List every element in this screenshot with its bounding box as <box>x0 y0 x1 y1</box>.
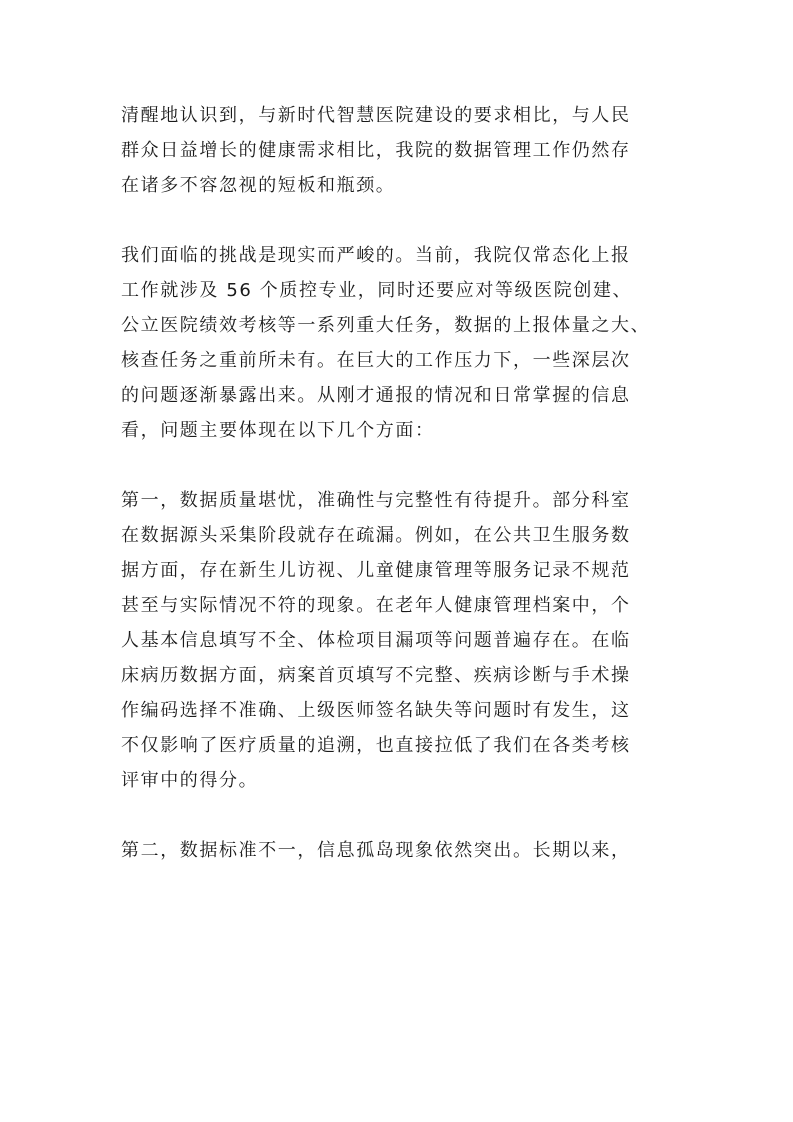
text-line: 在数据源头采集阶段就存在疏漏。例如，在公共卫生服务数 <box>121 525 631 546</box>
document-body <box>121 98 686 868</box>
text-line: 公立医院绩效考核等一系列重大任务，数据的上报体量之大、 <box>121 315 651 336</box>
text-line: 在诸多不容忽视的短板和瓶颈。 <box>121 175 396 196</box>
text-line: 清醒地认识到，与新时代智慧医院建设的要求相比，与人民 <box>121 105 631 126</box>
paragraph-spacer <box>121 203 686 238</box>
paragraph-spacer <box>121 448 686 483</box>
paragraph-4 <box>121 833 686 868</box>
text-line: 甚至与实际情况不符的现象。在老年人健康管理档案中，个 <box>121 595 631 616</box>
text-line: 评审中的得分。 <box>121 770 259 791</box>
text-line: 工作就涉及 56 个质控专业，同时还要应对等级医院创建、 <box>121 280 633 301</box>
paragraph-spacer <box>121 798 686 833</box>
text-line: 群众日益增长的健康需求相比，我院的数据管理工作仍然存 <box>121 140 631 161</box>
text-line: 核查任务之重前所未有。在巨大的工作压力下，一些深层次 <box>121 350 631 371</box>
text-line: 人基本信息填写不全、体检项目漏项等问题普遍存在。在临 <box>121 630 631 651</box>
text-line: 的问题逐渐暴露出来。从刚才通报的情况和日常掌握的信息 <box>121 385 631 406</box>
text-line: 据方面，存在新生儿访视、儿童健康管理等服务记录不规范 <box>121 560 631 581</box>
text-line: 作编码选择不准确、上级医师签名缺失等问题时有发生，这 <box>121 700 631 721</box>
text-line: 不仅影响了医疗质量的追溯，也直接拉低了我们在各类考核 <box>121 735 631 756</box>
text-line: 第二，数据标准不一，信息孤岛现象依然突出。长期以来， <box>121 840 631 861</box>
text-line: 床病历数据方面，病案首页填写不完整、疾病诊断与手术操 <box>121 665 631 686</box>
paragraph-3 <box>121 483 686 798</box>
text-line: 看，问题主要体现在以下几个方面： <box>121 420 435 441</box>
text-line: 第一，数据质量堪忧，准确性与完整性有待提升。部分科室 <box>121 490 631 511</box>
text-line: 我们面临的挑战是现实而严峻的。当前，我院仅常态化上报 <box>121 245 631 266</box>
paragraph-1 <box>121 98 686 203</box>
paragraph-2 <box>121 238 686 448</box>
